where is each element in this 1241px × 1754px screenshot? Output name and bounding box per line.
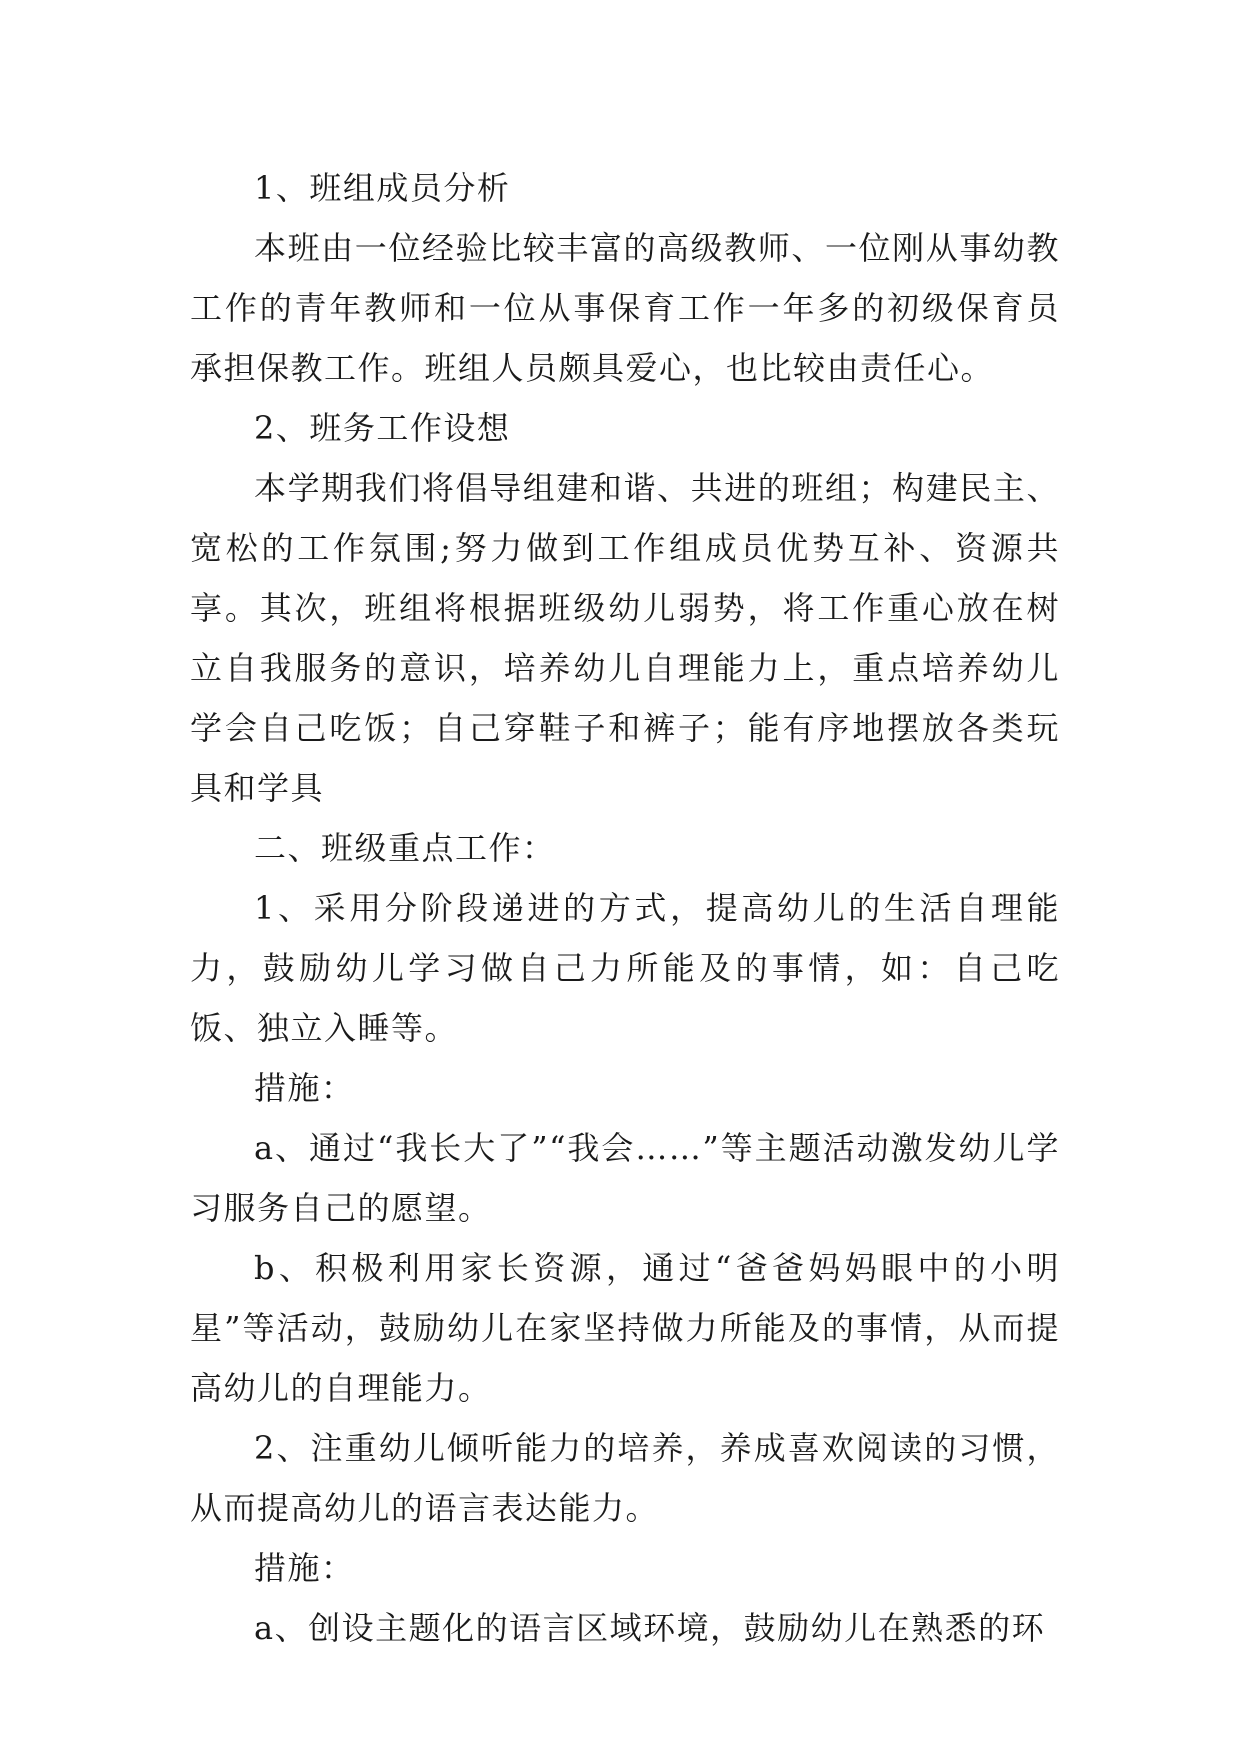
paragraph-measure-a-2: a、创设主题化的语言区域环境，鼓励幼儿在熟悉的环 bbox=[254, 1609, 1046, 1647]
paragraph-measure-b-1: b、积极利用家长资源，通过“爸爸妈妈眼中的小明星”等活动，鼓励幼儿在家坚持做力所能及的事情，从而提高幼儿的自理能力。 bbox=[190, 1249, 1060, 1407]
heading-measures-1: 措施： bbox=[254, 1069, 355, 1107]
paragraph-work-plan: 本学期我们将倡导组建和谐、共进的班组；构建民主、宽松的工作氛围;努力做到工作组成员优势互补、资源共享。其次，班组将根据班级幼儿弱势，将工作重心放在树立自我服务的意识，培养幼儿自理能力上，重点培养幼儿学会自己吃饭；自己穿鞋子和裤子；能有序地摆放各类玩具和学具 bbox=[190, 469, 1060, 807]
paragraph-key-work-1: 1、采用分阶段递进的方式，提高幼儿的生活自理能力，鼓励幼儿学习做自己力所能及的事情，如：自己吃饭、独立入睡等。 bbox=[190, 889, 1060, 1047]
heading-key-work: 二、班级重点工作： bbox=[254, 829, 556, 867]
paragraph-measure-a-1: a、通过“我长大了”“我会……”等主题活动激发幼儿学习服务自己的愿望。 bbox=[190, 1129, 1060, 1227]
heading-class-work-plan: 2、班务工作设想 bbox=[254, 409, 511, 447]
heading-measures-2: 措施： bbox=[254, 1549, 355, 1587]
document-body bbox=[190, 158, 1060, 1658]
heading-member-analysis: 1、班组成员分析 bbox=[254, 169, 511, 207]
paragraph-member-description: 本班由一位经验比较丰富的高级教师、一位刚从事幼教工作的青年教师和一位从事保育工作一年多的初级保育员承担保教工作。班组人员颇具爱心，也比较由责任心。 bbox=[190, 229, 1060, 387]
paragraph-key-work-2: 2、注重幼儿倾听能力的培养，养成喜欢阅读的习惯，从而提高幼儿的语言表达能力。 bbox=[190, 1429, 1060, 1527]
